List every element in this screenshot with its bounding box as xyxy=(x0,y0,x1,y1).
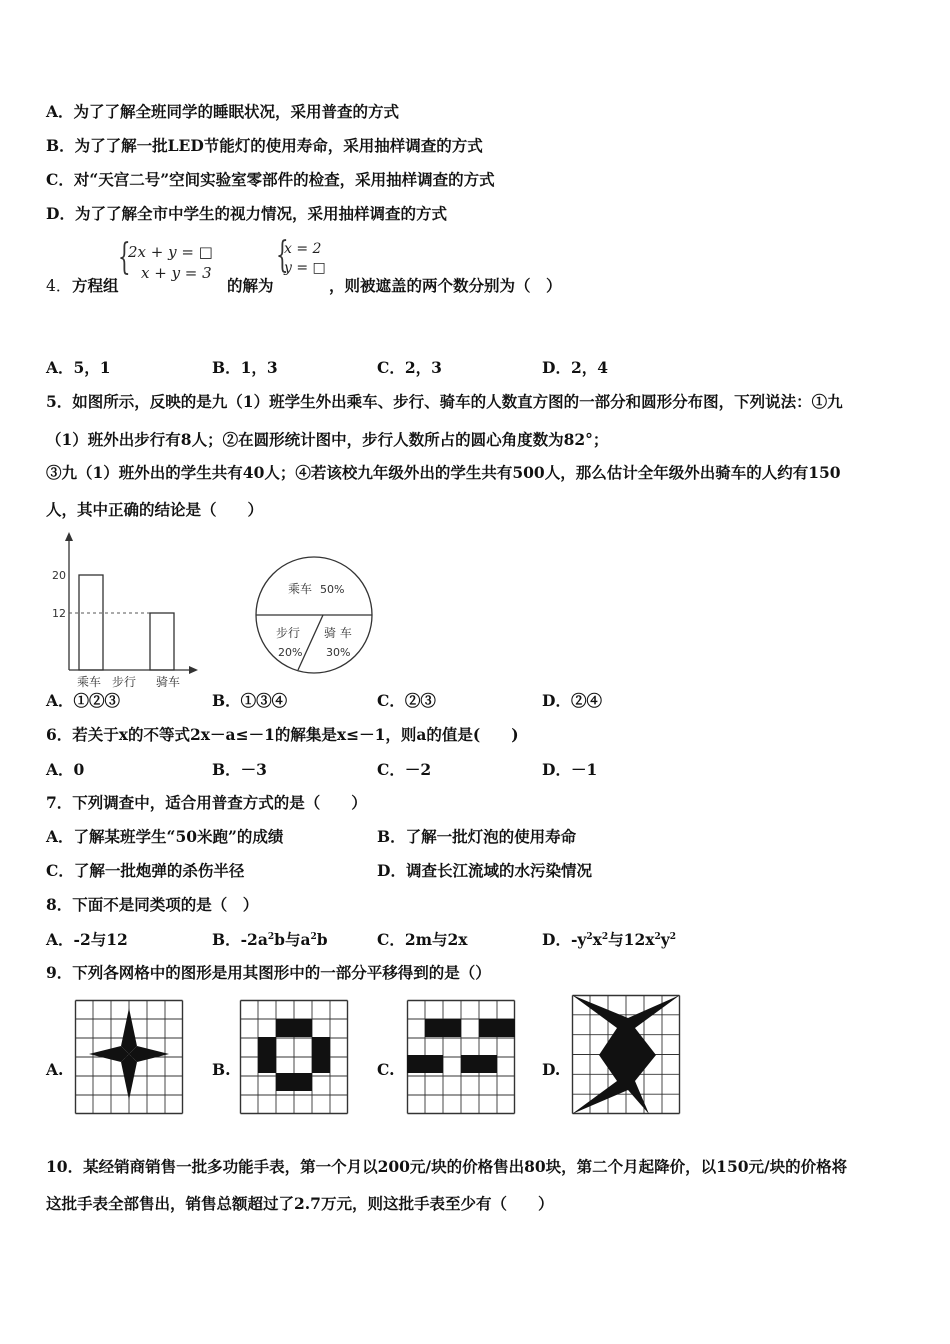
q9-label-d: D. xyxy=(542,1060,561,1079)
q8-option-b: B．$-2a^2b$与$a^2b$ xyxy=(212,930,328,949)
slice-label-bu-xing: 步行 xyxy=(276,626,301,640)
q9-grid-a xyxy=(75,1000,183,1114)
slice-value-qi-che: 30% xyxy=(326,646,351,659)
y-tick-20: 20 xyxy=(52,569,66,582)
q8-option-c: C．2m与2x xyxy=(377,930,468,949)
block-top-left xyxy=(425,1019,461,1037)
q3-option-a: A．为了了解全班同学的睡眠状况，采用普查的方式 xyxy=(46,102,400,121)
y-tick-12: 12 xyxy=(52,607,66,620)
pie-divider-slant xyxy=(298,615,323,670)
q7-option-b: B．了解一批灯泡的使用寿命 xyxy=(377,827,577,846)
q7-option-a: A．了解某班学生“50米跑”的成绩 xyxy=(46,827,284,846)
q6-stem: 6．若关于x的不等式2x－a≤－1的解集是x≤－1，则a的值是( ) xyxy=(46,725,519,744)
q4-option-a: A．5，1 xyxy=(46,358,111,377)
q9-grid-b xyxy=(240,1000,348,1114)
x-axis-arrow xyxy=(189,666,198,674)
diamond-top xyxy=(121,1008,137,1054)
q5-option-b: B．①③④ xyxy=(212,691,288,710)
q4-option-d: D．2，4 xyxy=(542,358,609,377)
q4-suffix: ，则被遮盖的两个数分别为（ ） xyxy=(329,276,562,295)
q9-stem: 9．下列各网格中的图形是用其图形中的一部分平移得到的是（） xyxy=(46,963,491,982)
q5-option-d: D．②④ xyxy=(542,691,602,710)
x-label-cheng-che: 乘车 xyxy=(77,675,102,689)
q5-line-3: ③九（1）班外出的学生共有40人；④若该校九年级外出的学生共有500人，那么估计全年级外出骑车的人约有150 xyxy=(46,463,841,482)
q4-solution-2: y = □ xyxy=(284,260,326,276)
slice-label-qi-che: 骑 车 xyxy=(324,626,352,640)
q4-equation-1: 2x + y = □ xyxy=(128,243,213,261)
slice-value-bu-xing: 20% xyxy=(278,646,303,659)
q5-line-4: 人，其中正确的结论是（ ） xyxy=(46,500,264,519)
bar-qi-che xyxy=(150,613,174,670)
block-bottom-left xyxy=(407,1055,443,1073)
q8-option-a: A．-2与12 xyxy=(46,930,128,949)
x-label-qi-che: 骑车 xyxy=(156,675,181,689)
q6-option-b: B．－3 xyxy=(212,760,267,779)
block-top-right xyxy=(479,1019,515,1037)
block-bottom-right xyxy=(461,1055,497,1073)
slice-value-cheng-che: 50% xyxy=(320,583,345,596)
q4-number: 4． xyxy=(46,277,72,295)
y-axis-arrow xyxy=(65,532,73,541)
q4-middle: 的解为 xyxy=(227,276,274,295)
q4-solution-1: x = 2 xyxy=(284,241,322,257)
diamond-left xyxy=(89,1046,129,1062)
grid-lines-b xyxy=(241,1001,348,1114)
bar-cheng-che xyxy=(79,575,103,670)
q7-stem: 7．下列调查中，适合用普查方式的是（ ） xyxy=(46,793,367,812)
q4-system-brace: { xyxy=(118,237,131,278)
q6-option-d: D．－1 xyxy=(542,760,598,779)
q9-grid-c xyxy=(407,1000,515,1114)
q5-line-2: （1）班外出步行有8人；②在圆形统计图中，步行人数所占的圆心角度数为82°； xyxy=(46,430,609,449)
q4-option-b: B．1，3 xyxy=(212,358,278,377)
q6-option-a: A．0 xyxy=(46,760,85,779)
diamond-right xyxy=(129,1046,169,1062)
q5-line-1: 5．如图所示，反映的是九（1）班学生外出乘车、步行、骑车的人数直方图的一部分和圆形分布图，下列说法：①九 xyxy=(46,392,843,411)
q3-option-c: C．对“天宫二号”空间实验室零部件的检查，采用抽样调查的方式 xyxy=(46,170,495,189)
q10-line-2: 这批手表全部售出，销售总额超过了2.7万元，则这批手表至少有（ ） xyxy=(46,1194,554,1213)
q5-option-a: A．①②③ xyxy=(46,691,121,710)
q4-option-c: C．2，3 xyxy=(377,358,442,377)
q4-solution-brace: { xyxy=(276,235,289,276)
q9-label-b: B. xyxy=(212,1060,231,1079)
q3-option-b: B．为了了解一批LED节能灯的使用寿命，采用抽样调查的方式 xyxy=(46,136,483,155)
q7-option-d: D．调查长江流域的水污染情况 xyxy=(377,861,592,880)
q6-option-c: C．－2 xyxy=(377,760,432,779)
q8-option-d: D．$-y^2x^2$与$12x^2y^2$ xyxy=(542,930,677,949)
q5-option-c: C．②③ xyxy=(377,691,436,710)
x-label-bu-xing: 步行 xyxy=(112,675,137,689)
q5-pie-chart xyxy=(252,553,376,677)
q9-label-a: A. xyxy=(46,1060,64,1079)
q4-prefix: 方程组 xyxy=(72,276,119,295)
q9-label-c: C. xyxy=(377,1060,395,1079)
slice-label-cheng-che: 乘车 xyxy=(288,582,313,596)
q10-line-1: 10．某经销商销售一批多功能手表，第一个月以200元/块的价格售出80块，第二个月起降价，以150元/块的价格将 xyxy=(46,1157,848,1176)
q3-option-d: D．为了了解全市中学生的视力情况，采用抽样调查的方式 xyxy=(46,204,447,223)
q4-equation-2: x + y = 3 xyxy=(141,264,212,282)
q8-stem: 8．下面不是同类项的是（ ） xyxy=(46,895,259,914)
diamond-bottom xyxy=(121,1054,137,1100)
q7-option-c: C．了解一批炮弹的杀伤半径 xyxy=(46,861,245,880)
q5-bar-chart xyxy=(46,530,206,689)
q9-grid-d xyxy=(572,995,680,1114)
